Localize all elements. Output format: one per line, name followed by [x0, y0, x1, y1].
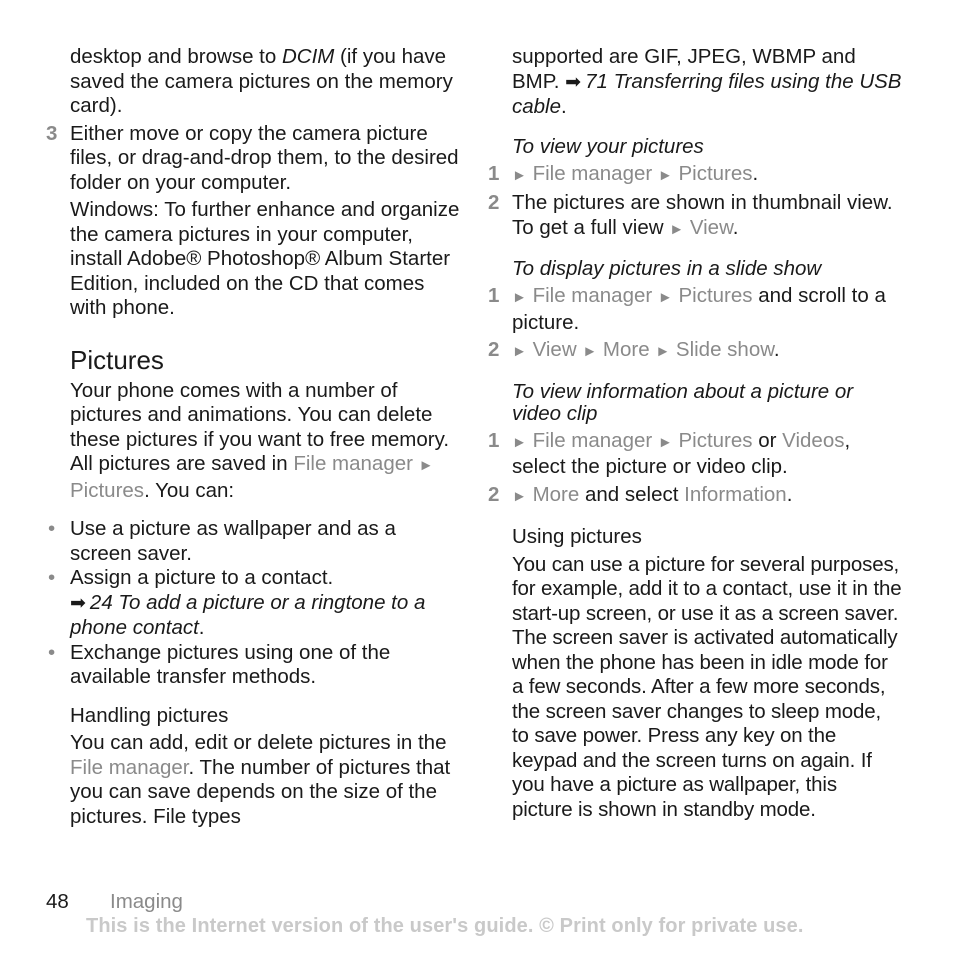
- menu-pictures[interactable]: Pictures: [678, 161, 753, 185]
- menu-file-manager[interactable]: File manager: [532, 284, 653, 307]
- step-1: 1 ► File manager ► Pictures or Videos, select the picture or video clip.: [488, 428, 851, 478]
- menu-view[interactable]: View: [532, 338, 577, 361]
- menu-arrow-icon: ►: [512, 433, 527, 451]
- using-pictures-paragraph: You can use a picture for several purposes, for example, add it to a contact, use it in the start-up screen, or use it as a screen saver. The screen saver is activated automatically when the phone has been in idle mode for a few seconds. After a few more seconds, the screen saver changes to sleep mode, to save power. Press any key on the keypad and the screen turns on again. If you have a picture as wallpaper, this picture is shown in standby mode.: [512, 552, 902, 821]
- copyright-notice: This is the Internet version of the user's guide. © Print only for private use.: [86, 915, 804, 937]
- step-3: 3 Either move or copy the camera picture files, or drag-and-drop them, to the desired folder on your computer.: [46, 121, 459, 194]
- bullet-icon: •: [48, 566, 56, 589]
- menu-pictures[interactable]: Pictures: [678, 284, 753, 307]
- menu-more[interactable]: More: [602, 338, 650, 361]
- list-item: • Assign a picture to a contact. ➡ 24 To add a picture or a ringtone to a phone contact.: [48, 566, 426, 639]
- menu-arrow-icon: ►: [669, 220, 685, 238]
- menu-file-manager[interactable]: File manager: [532, 161, 653, 185]
- pictures-intro: Your phone comes with a number of pictures and animations. You can delete these pictures if you want to free memory. All pictures are saved in File manager ► Pictures. You can:: [70, 378, 450, 502]
- step-1: 1 ► File manager ► Pictures and scroll to a picture.: [488, 284, 886, 334]
- left-column: [46, 45, 460, 829]
- menu-pictures[interactable]: Pictures: [678, 428, 753, 452]
- reference-arrow-icon: ➡: [565, 71, 582, 93]
- reference-link[interactable]: ➡ 71 Transferring files using the USB cable: [512, 69, 902, 118]
- menu-arrow-icon: ►: [582, 343, 598, 360]
- bullet-icon: •: [48, 517, 56, 540]
- menu-videos[interactable]: Videos: [782, 428, 845, 452]
- menu-arrow-icon: ►: [657, 166, 673, 184]
- list-item: • Exchange pictures using one of the available transfer methods.: [48, 640, 391, 688]
- menu-arrow-icon: ►: [512, 343, 527, 360]
- picture-info-heading: To view information about a picture or video clip: [512, 379, 854, 425]
- supported-formats: supported are GIF, JPEG, WBMP and BMP. ➡ 71 Transferring files using the USB cable.: [512, 45, 902, 118]
- step-2: 2 The pictures are shown in thumbnail view. To get a full view ► View.: [488, 191, 893, 239]
- menu-file-manager[interactable]: File manager: [293, 452, 413, 475]
- paragraph-dcim: desktop and browse to DCIM (if you have saved the camera pictures on the memory card).: [70, 45, 453, 117]
- menu-more[interactable]: More: [532, 482, 580, 506]
- menu-arrow-icon: ►: [418, 457, 434, 474]
- step-1: 1 ► File manager ► Pictures.: [488, 161, 759, 185]
- using-pictures-heading: Using pictures: [512, 525, 642, 548]
- dcim-folder: DCIM: [281, 45, 335, 68]
- menu-arrow-icon: ►: [657, 433, 673, 451]
- handling-heading: Handling pictures: [70, 703, 229, 727]
- right-column: [488, 45, 902, 822]
- menu-slide-show[interactable]: Slide show: [675, 338, 774, 361]
- step-2: 2 ► More and select Information.: [488, 482, 793, 506]
- step-2: 2 ► View ► More ► Slide show.: [488, 338, 780, 361]
- menu-arrow-icon: ►: [512, 487, 527, 505]
- menu-arrow-icon: ►: [655, 343, 671, 360]
- menu-information[interactable]: Information: [684, 482, 787, 506]
- menu-arrow-icon: ►: [512, 166, 527, 184]
- menu-arrow-icon: ►: [657, 289, 673, 306]
- pictures-heading: Pictures: [70, 344, 164, 375]
- chapter-name: Imaging: [110, 890, 183, 913]
- windows-note: Windows: To further enhance and organize the camera pictures in your computer, install Adobe® Photoshop® Album Starter Edition, included on the CD that comes with phone.: [70, 198, 460, 319]
- reference-link[interactable]: ➡ 24 To add a picture or a ringtone to a phone contact: [70, 590, 426, 639]
- step-number: 3: [46, 121, 58, 145]
- slide-show-heading: To display pictures in a slide show: [512, 257, 822, 280]
- menu-pictures[interactable]: Pictures: [70, 478, 145, 502]
- reference-arrow-icon: ➡: [70, 592, 86, 614]
- list-item: • Use a picture as wallpaper and as a screen saver.: [48, 517, 396, 565]
- page-number: 48: [46, 890, 69, 913]
- bullet-icon: •: [48, 640, 56, 664]
- menu-file-manager[interactable]: File manager: [532, 428, 653, 452]
- menu-view[interactable]: View: [689, 215, 733, 239]
- windows-label: Windows: [70, 198, 154, 221]
- handling-paragraph: You can add, edit or delete pictures in the File manager. The number of pictures that you can save depends on the size of the pictures. File types: [70, 731, 451, 828]
- menu-arrow-icon: ►: [512, 289, 527, 306]
- menu-file-manager[interactable]: File manager: [70, 755, 189, 779]
- view-pictures-heading: To view your pictures: [512, 134, 704, 158]
